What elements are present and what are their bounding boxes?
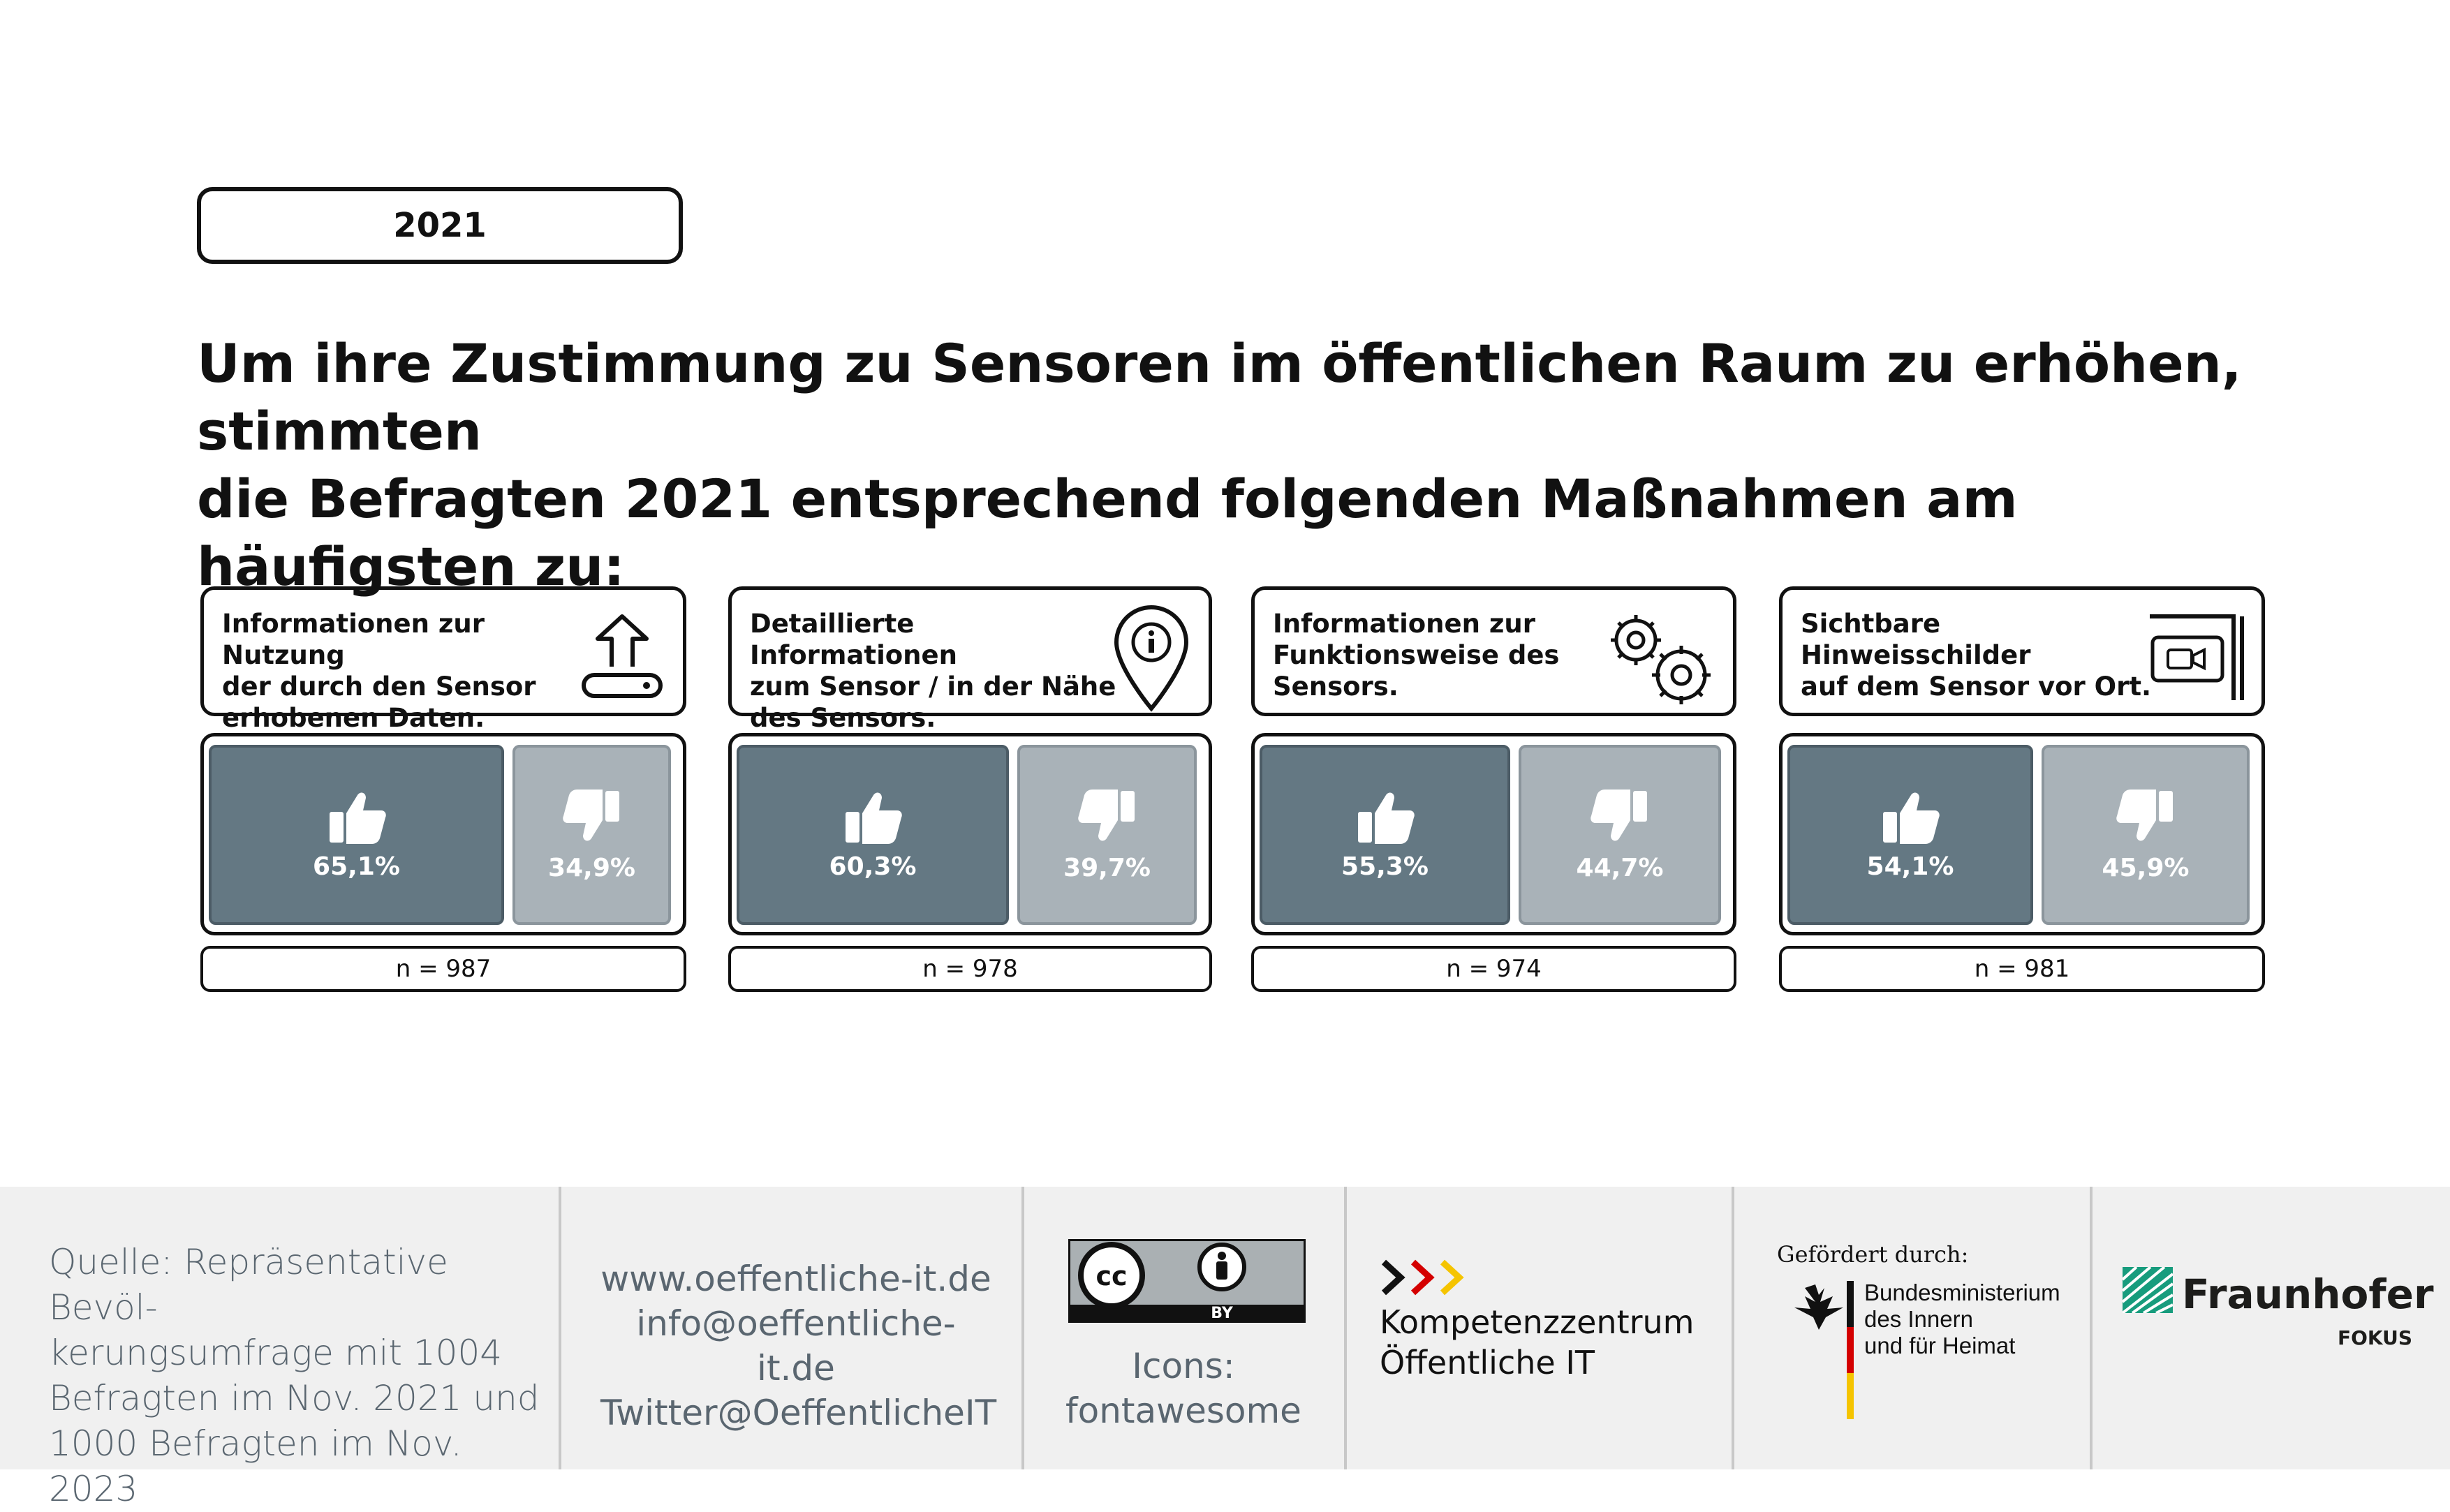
- bar-yes: [209, 745, 504, 925]
- bar-yes: [1260, 745, 1510, 925]
- bar-yes: [737, 745, 1009, 925]
- label-yes: 54,1%: [1866, 852, 1954, 881]
- thumbs-up-icon: [325, 790, 388, 845]
- measure-header: [728, 586, 1212, 733]
- website-link[interactable]: www.oeffentliche-it.de: [600, 1259, 991, 1299]
- source-note: Quelle: Repräsentative Bevöl- kerungsumfrage mit 1004 Befragten im Nov. 2021 und 1000 Befragten im Nov. 2023: [49, 1242, 540, 1509]
- fraunhofer-logo-text: Fraunhofer: [2182, 1270, 2434, 1318]
- twitter-link[interactable]: Twitter@OeffentlicheIT: [600, 1393, 997, 1433]
- bars-frame: [728, 733, 1212, 935]
- measure-label: Sichtbare Hinweisschilder auf dem Sensor vor Ort.: [1801, 609, 2152, 702]
- sample-size: n = 974: [1251, 946, 1736, 992]
- bar-no: [1519, 745, 1721, 925]
- kompetenzzentrum-chevrons-icon: [1380, 1257, 1477, 1298]
- bars-frame: [1251, 733, 1736, 935]
- label-yes: 60,3%: [829, 852, 917, 881]
- fokus-logo-text: FOKUS: [2338, 1326, 2413, 1349]
- year-label: 2021: [197, 187, 683, 264]
- funding-label: Gefördert durch:: [1777, 1241, 1969, 1268]
- bmi-logo-text: Bundesministerium des Innern und für Heimat: [1864, 1280, 2060, 1358]
- thumbs-down-icon: [1588, 788, 1651, 844]
- headline: [197, 329, 2292, 600]
- footer: [0, 1187, 2450, 1509]
- bar-no: [1017, 745, 1197, 925]
- footer-divider: [2090, 1187, 2093, 1469]
- label-no: 44,7%: [1576, 853, 1664, 882]
- footer-divider: [1344, 1187, 1347, 1469]
- measure-header: [1779, 586, 2265, 716]
- cc-by-license-icon: [1068, 1239, 1306, 1326]
- label-no: 45,9%: [2102, 853, 2190, 882]
- icons-credit: Icons: fontawesome: [1065, 1346, 1301, 1431]
- bars-frame: [200, 733, 686, 935]
- footer-divider: [1021, 1187, 1024, 1469]
- thumbs-down-icon: [1076, 788, 1139, 844]
- label-yes: 65,1%: [313, 852, 400, 881]
- sample-size: n = 978: [728, 946, 1212, 992]
- footer-divider: [559, 1187, 561, 1469]
- thumbs-up-icon: [1354, 790, 1417, 845]
- bar-no: [512, 745, 671, 925]
- label-no: 39,7%: [1063, 853, 1151, 882]
- svg-text:BY: BY: [1211, 1305, 1233, 1322]
- label-yes: 55,3%: [1341, 852, 1429, 881]
- email-link[interactable]: info@oeffentliche-it.de: [636, 1303, 956, 1388]
- headline-line-2: die Befragten 2021 entsprechend folgenden Maßnahmen am häufigsten zu:: [197, 468, 2018, 598]
- contact-info: [600, 1257, 997, 1435]
- measure-label: Informationen zur Funktionsweise des Sensors.: [1273, 609, 1560, 702]
- label-no: 34,9%: [548, 853, 635, 882]
- sample-size: n = 987: [200, 946, 686, 992]
- measure-label: Detaillierte Informationen zum Sensor / in der Nähe des Sensors.: [750, 609, 1116, 733]
- kompetenzzentrum-logo-text: Kompetenzzentrum Öffentliche IT: [1380, 1303, 1695, 1381]
- footer-divider: [1732, 1187, 1734, 1469]
- thumbs-up-icon: [1879, 790, 1942, 845]
- measure-label: Informationen zur Nutzung der durch den Sensor erhobenen Daten.: [222, 609, 536, 733]
- fraunhofer-logo-icon: [2123, 1267, 2173, 1313]
- thumbs-down-icon: [561, 788, 623, 844]
- svg-text:cc: cc: [1095, 1261, 1128, 1291]
- thumbs-up-icon: [841, 790, 904, 845]
- thumbs-down-icon: [2114, 788, 2177, 844]
- sample-size: n = 981: [1779, 946, 2265, 992]
- federal-eagle-icon: [1777, 1281, 1861, 1421]
- bar-yes: [1787, 745, 2033, 925]
- measure-header: [200, 586, 686, 733]
- measure-header: [1251, 586, 1736, 716]
- bar-no: [2042, 745, 2250, 925]
- headline-line-1: Um ihre Zustimmung zu Sensoren im öffentlichen Raum zu erhöhen, stimmten: [197, 332, 2242, 462]
- bars-frame: [1779, 733, 2265, 935]
